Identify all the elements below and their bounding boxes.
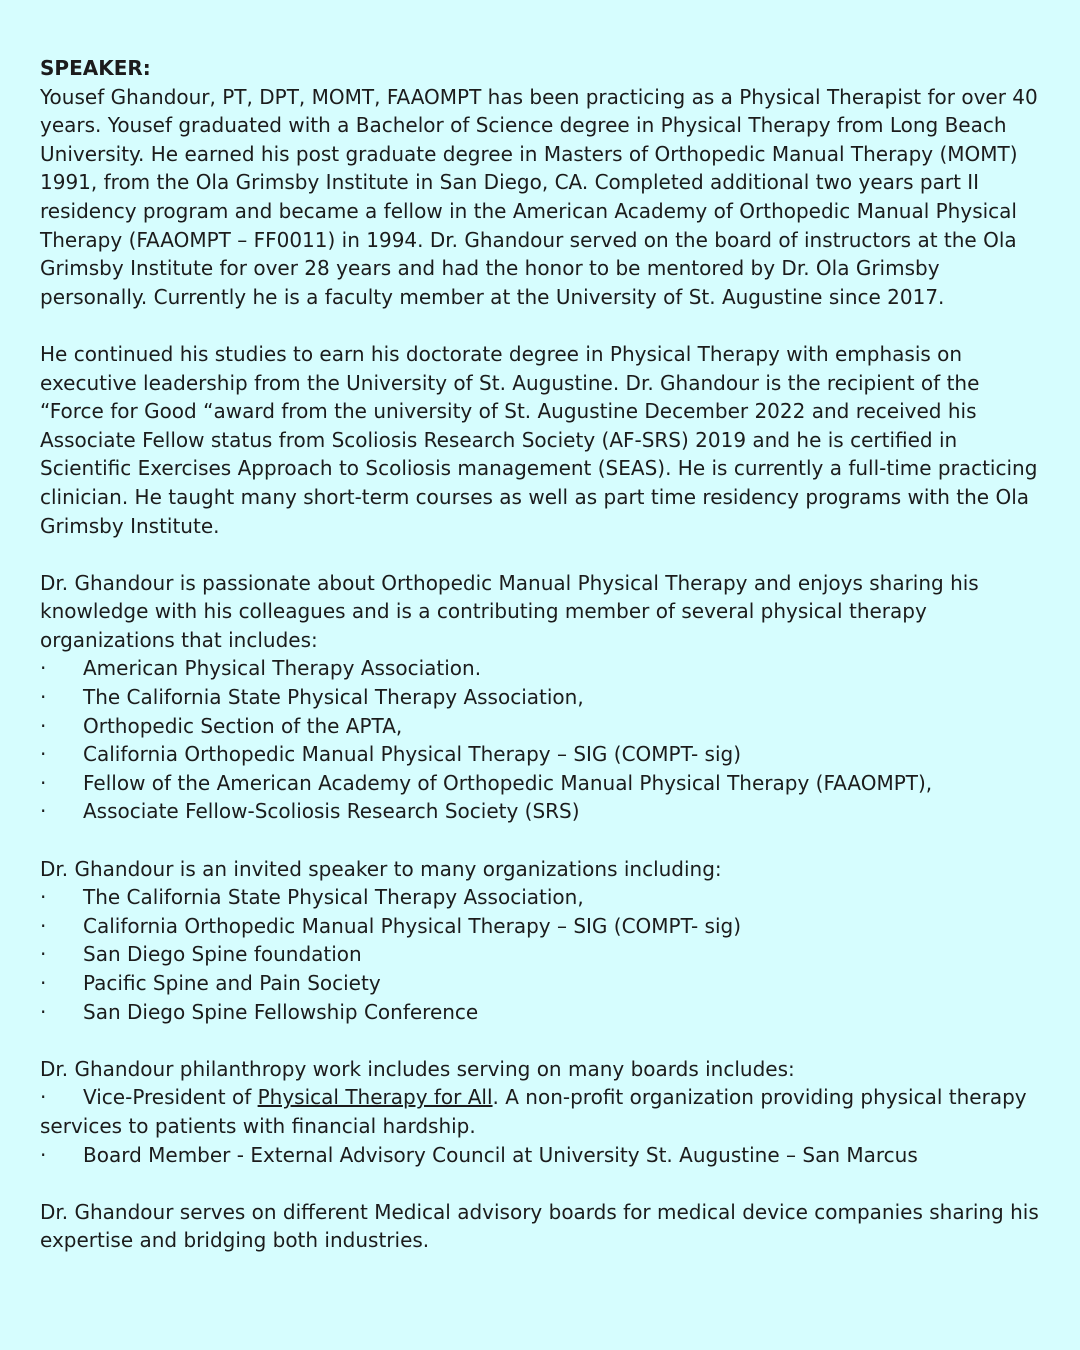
bullet-icon: · xyxy=(40,999,47,1024)
bullet-icon: · xyxy=(40,656,47,681)
organizations-list xyxy=(40,654,1040,826)
bullet-icon: · xyxy=(40,942,47,967)
speaking-organizations-list xyxy=(40,883,1040,1026)
closing-paragraph: Dr. Ghandour serves on different Medical advisory boards for medical device companies sharing his expertise and bridging both industries. xyxy=(40,1199,1039,1253)
bullet-icon: · xyxy=(40,742,47,767)
bio-paragraph-1: Yousef Ghandour, PT, DPT, MOMT, FAAOMPT has been practicing as a Physical Therapist for over 40 years. Yousef graduated with a Bachelor of Science degree in Physical Therapy from Long Beach University. He earned his post graduate degree in Masters of Orthopedic Manual Therapy (MOMT) 1991, from the Ola Grimsby Institute in San Diego, CA. Completed additional two years part II residency program and became a fellow in the American Academy of Orthopedic Manual Physical Therapy (FAAOMPT – FF0011) in 1994. Dr. Ghandour served on the board of instructors at the Ola Grimsby Institute for over 28 years and had the honor to be mentored by Dr. Ola Grimsby personally. Currently he is a faculty member at the University of St. Augustine since 2017. xyxy=(40,84,1038,309)
organizations-intro: Dr. Ghandour is passionate about Orthopedic Manual Physical Therapy and enjoys sharing his knowledge with his colleagues and is a contributing member of several physical therapy organizations that includes: xyxy=(40,570,979,652)
bullet-icon: · xyxy=(40,685,47,710)
philanthropy-list xyxy=(40,1083,1040,1169)
list-item: · San Diego Spine foundation xyxy=(40,940,1040,969)
list-item: · Orthopedic Section of the APTA, xyxy=(40,712,1040,741)
list-item: · San Diego Spine Fellowship Conference xyxy=(40,998,1040,1027)
list-item: · California Orthopedic Manual Physical Therapy – SIG (COMPT- sig) xyxy=(40,740,1040,769)
bullet-icon: · xyxy=(40,885,47,910)
list-item: · Pacific Spine and Pain Society xyxy=(40,969,1040,998)
list-item: · Vice-President of Physical Therapy for All. A non-profit organization providing physical therapy services to patients with financial hardship. xyxy=(40,1085,1027,1138)
physical-therapy-for-all-link[interactable]: Physical Therapy for All xyxy=(257,1085,493,1110)
speaker-heading: SPEAKER: xyxy=(40,56,151,80)
bio-paragraph-2: He continued his studies to earn his doctorate degree in Physical Therapy with emphasis on executive leadership from the University of St. Augustine. Dr. Ghandour is the recipient of the “Force for Good “award from the university of St. Augustine December 2022 and received his Associate Fellow status from Scoliosis Research Society (AF-SRS) 2019 and he is certified in Scientific Exercises Approach to Scoliosis management (SEAS). He is currently a full-time practicing clinician. He taught many short-term courses as well as part time residency programs with the Ola Grimsby Institute. xyxy=(40,341,1038,538)
bullet-icon: · xyxy=(40,713,47,738)
bullet-icon: · xyxy=(40,1085,47,1110)
list-item: · Associate Fellow-Scoliosis Research Society (SRS) xyxy=(40,797,1040,826)
bullet-icon: · xyxy=(40,770,47,795)
list-item: · The California State Physical Therapy Association, xyxy=(40,683,1040,712)
bullet-icon: · xyxy=(40,1142,47,1167)
bullet-icon: · xyxy=(40,913,47,938)
list-item: · The California State Physical Therapy Association, xyxy=(40,883,1040,912)
speaker-bio-document xyxy=(40,54,1040,1255)
bullet-icon: · xyxy=(40,971,47,995)
list-item: · Board Member - External Advisory Council at University St. Augustine – San Marcus xyxy=(40,1141,1040,1170)
philanthropy-intro: Dr. Ghandour philanthropy work includes serving on many boards includes: xyxy=(40,1056,795,1081)
bullet-icon: · xyxy=(40,799,47,824)
list-item: · Fellow of the American Academy of Orthopedic Manual Physical Therapy (FAAOMPT), xyxy=(40,769,1040,798)
list-item: · California Orthopedic Manual Physical Therapy – SIG (COMPT- sig) xyxy=(40,912,1040,941)
list-item: · American Physical Therapy Association. xyxy=(40,654,1040,683)
speaker-intro: Dr. Ghandour is an invited speaker to many organizations including: xyxy=(40,856,722,881)
